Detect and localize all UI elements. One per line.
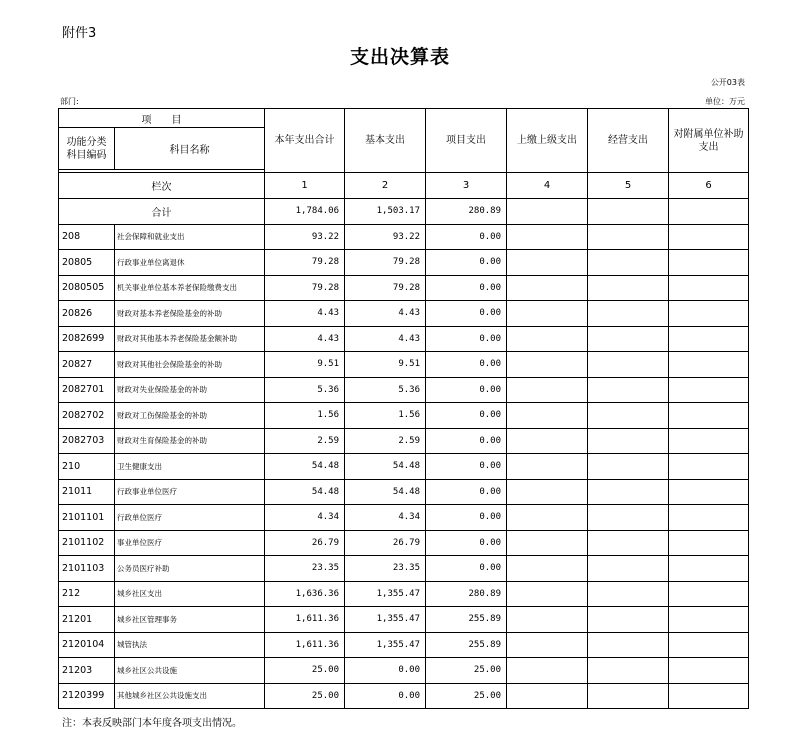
row-name: 卫生健康支出 <box>115 454 265 480</box>
index-cell: 2 <box>345 173 426 199</box>
row-business <box>588 326 669 352</box>
row-subsidy <box>669 530 749 556</box>
row-code: 2082699 <box>59 326 115 352</box>
row-total: 26.79 <box>265 530 345 556</box>
row-project: 25.00 <box>426 658 507 684</box>
row-basic: 1,355.47 <box>345 607 426 633</box>
row-name: 财政对生育保险基金的补助 <box>115 428 265 454</box>
row-subsidy <box>669 556 749 582</box>
page-title: 支出决算表 <box>349 46 450 68</box>
row-subsidy <box>669 250 749 276</box>
form-number: 公开03表 <box>710 78 745 87</box>
index-cell: 5 <box>588 173 669 199</box>
row-name: 行政事业单位医疗 <box>115 479 265 505</box>
attachment-label: 附件3 <box>62 26 97 41</box>
row-basic: 2.59 <box>345 428 426 454</box>
row-total: 54.48 <box>265 454 345 480</box>
row-business <box>588 377 669 403</box>
row-project: 0.00 <box>426 530 507 556</box>
table-row <box>59 683 749 709</box>
row-project: 0.00 <box>426 326 507 352</box>
row-code: 20805 <box>59 250 115 276</box>
row-subsidy <box>669 377 749 403</box>
row-name: 行政事业单位离退休 <box>115 250 265 276</box>
row-upper <box>507 632 588 658</box>
row-upper <box>507 530 588 556</box>
index-row <box>59 173 749 199</box>
row-total: 1,611.36 <box>265 607 345 633</box>
total-basic: 1,503.17 <box>345 199 426 225</box>
row-business <box>588 428 669 454</box>
row-name: 城管执法 <box>115 632 265 658</box>
row-subsidy <box>669 581 749 607</box>
row-upper <box>507 581 588 607</box>
row-project: 0.00 <box>426 352 507 378</box>
row-code: 2080505 <box>59 275 115 301</box>
row-subsidy <box>669 224 749 250</box>
table-row <box>59 428 749 454</box>
row-subsidy <box>669 275 749 301</box>
row-basic: 1,355.47 <box>345 632 426 658</box>
total-row <box>59 199 749 225</box>
row-total: 1,636.36 <box>265 581 345 607</box>
row-subsidy <box>669 607 749 633</box>
row-name: 城乡社区支出 <box>115 581 265 607</box>
row-name: 行政单位医疗 <box>115 505 265 531</box>
row-upper <box>507 275 588 301</box>
row-subsidy <box>669 403 749 429</box>
row-subsidy <box>669 632 749 658</box>
header-basic: 基本支出 <box>345 109 426 173</box>
row-subsidy <box>669 301 749 327</box>
row-basic: 9.51 <box>345 352 426 378</box>
row-basic: 4.43 <box>345 326 426 352</box>
row-upper <box>507 326 588 352</box>
table-row <box>59 224 749 250</box>
row-business <box>588 556 669 582</box>
row-total: 4.43 <box>265 301 345 327</box>
row-project: 0.00 <box>426 505 507 531</box>
row-subsidy <box>669 454 749 480</box>
row-total: 25.00 <box>265 658 345 684</box>
row-name: 财政对失业保险基金的补助 <box>115 377 265 403</box>
row-business <box>588 683 669 709</box>
header-project: 项目支出 <box>426 109 507 173</box>
table-row <box>59 326 749 352</box>
row-total: 1,611.36 <box>265 632 345 658</box>
header-upper: 上缴上级支出 <box>507 109 588 173</box>
row-name: 其他城乡社区公共设施支出 <box>115 683 265 709</box>
row-code: 21201 <box>59 607 115 633</box>
table-row <box>59 454 749 480</box>
row-code: 208 <box>59 224 115 250</box>
row-total: 23.35 <box>265 556 345 582</box>
row-code: 2120104 <box>59 632 115 658</box>
row-basic: 26.79 <box>345 530 426 556</box>
row-business <box>588 607 669 633</box>
row-name: 事业单位医疗 <box>115 530 265 556</box>
table-row <box>59 607 749 633</box>
total-label: 合计 <box>59 199 265 225</box>
row-project: 255.89 <box>426 632 507 658</box>
row-code: 20826 <box>59 301 115 327</box>
row-basic: 4.34 <box>345 505 426 531</box>
row-business <box>588 505 669 531</box>
row-upper <box>507 479 588 505</box>
row-code: 21203 <box>59 658 115 684</box>
row-code: 2120399 <box>59 683 115 709</box>
row-name: 财政对工伤保险基金的补助 <box>115 403 265 429</box>
header-total: 本年支出合计 <box>265 109 345 173</box>
row-business <box>588 632 669 658</box>
row-upper <box>507 224 588 250</box>
row-upper <box>507 352 588 378</box>
row-upper <box>507 607 588 633</box>
row-total: 4.43 <box>265 326 345 352</box>
row-code: 20827 <box>59 352 115 378</box>
table-row <box>59 250 749 276</box>
row-upper <box>507 505 588 531</box>
row-business <box>588 581 669 607</box>
row-basic: 5.36 <box>345 377 426 403</box>
row-business <box>588 403 669 429</box>
row-total: 79.28 <box>265 275 345 301</box>
row-code: 210 <box>59 454 115 480</box>
row-basic: 54.48 <box>345 479 426 505</box>
index-cell: 1 <box>265 173 345 199</box>
row-name: 社会保障和就业支出 <box>115 224 265 250</box>
row-business <box>588 224 669 250</box>
row-basic: 4.43 <box>345 301 426 327</box>
row-upper <box>507 301 588 327</box>
row-basic: 0.00 <box>345 683 426 709</box>
row-basic: 54.48 <box>345 454 426 480</box>
header-item: 项 目 <box>59 109 265 128</box>
row-business <box>588 250 669 276</box>
header-subsidy: 对附属单位补助支出 <box>669 109 749 173</box>
row-subsidy <box>669 683 749 709</box>
row-total: 1.56 <box>265 403 345 429</box>
row-code: 2082702 <box>59 403 115 429</box>
row-business <box>588 530 669 556</box>
row-basic: 79.28 <box>345 275 426 301</box>
table-row <box>59 658 749 684</box>
row-code: 212 <box>59 581 115 607</box>
department-label: 部门: <box>60 97 79 106</box>
row-project: 0.00 <box>426 403 507 429</box>
row-upper <box>507 428 588 454</box>
row-upper <box>507 250 588 276</box>
table-row <box>59 479 749 505</box>
index-cell: 6 <box>669 173 749 199</box>
row-name: 公务员医疗补助 <box>115 556 265 582</box>
unit-label: 单位：万元 <box>705 97 745 106</box>
row-total: 79.28 <box>265 250 345 276</box>
table-row <box>59 556 749 582</box>
row-upper <box>507 556 588 582</box>
table-row <box>59 530 749 556</box>
total-project: 280.89 <box>426 199 507 225</box>
index-cell: 4 <box>507 173 588 199</box>
row-subsidy <box>669 326 749 352</box>
row-code: 2101102 <box>59 530 115 556</box>
row-name: 城乡社区管理事务 <box>115 607 265 633</box>
row-business <box>588 479 669 505</box>
row-basic: 23.35 <box>345 556 426 582</box>
row-project: 0.00 <box>426 301 507 327</box>
row-upper <box>507 403 588 429</box>
row-project: 0.00 <box>426 275 507 301</box>
row-project: 0.00 <box>426 377 507 403</box>
header-business: 经营支出 <box>588 109 669 173</box>
header-func-code: 功能分类 科目编码 <box>59 128 115 170</box>
row-total: 9.51 <box>265 352 345 378</box>
row-upper <box>507 454 588 480</box>
row-code: 21011 <box>59 479 115 505</box>
row-total: 93.22 <box>265 224 345 250</box>
row-basic: 0.00 <box>345 658 426 684</box>
row-name: 财政对其他社会保险基金的补助 <box>115 352 265 378</box>
row-project: 280.89 <box>426 581 507 607</box>
footnote: 注：本表反映部门本年度各项支出情况。 <box>62 718 242 729</box>
row-upper <box>507 658 588 684</box>
header-subject-name: 科目名称 <box>115 128 265 170</box>
header-row-1 <box>59 109 749 128</box>
row-total: 25.00 <box>265 683 345 709</box>
table-row <box>59 632 749 658</box>
row-name: 财政对基本养老保险基金的补助 <box>115 301 265 327</box>
row-project: 0.00 <box>426 556 507 582</box>
row-project: 0.00 <box>426 454 507 480</box>
row-project: 0.00 <box>426 250 507 276</box>
row-subsidy <box>669 505 749 531</box>
row-project: 255.89 <box>426 607 507 633</box>
row-subsidy <box>669 352 749 378</box>
row-business <box>588 301 669 327</box>
table-row <box>59 505 749 531</box>
table-row <box>59 275 749 301</box>
row-project: 25.00 <box>426 683 507 709</box>
row-name: 机关事业单位基本养老保险缴费支出 <box>115 275 265 301</box>
row-upper <box>507 377 588 403</box>
row-name: 城乡社区公共设施 <box>115 658 265 684</box>
row-project: 0.00 <box>426 479 507 505</box>
row-business <box>588 658 669 684</box>
row-subsidy <box>669 428 749 454</box>
table-row <box>59 403 749 429</box>
row-total: 54.48 <box>265 479 345 505</box>
row-total: 5.36 <box>265 377 345 403</box>
row-subsidy <box>669 479 749 505</box>
row-business <box>588 275 669 301</box>
total-amount: 1,784.06 <box>265 199 345 225</box>
row-project: 0.00 <box>426 224 507 250</box>
row-business <box>588 454 669 480</box>
row-subsidy <box>669 658 749 684</box>
row-code: 2101101 <box>59 505 115 531</box>
index-cell: 3 <box>426 173 507 199</box>
table-row <box>59 581 749 607</box>
row-code: 2082703 <box>59 428 115 454</box>
row-basic: 1.56 <box>345 403 426 429</box>
row-basic: 93.22 <box>345 224 426 250</box>
row-name: 财政对其他基本养老保险基金额补助 <box>115 326 265 352</box>
row-business <box>588 352 669 378</box>
row-total: 2.59 <box>265 428 345 454</box>
row-total: 4.34 <box>265 505 345 531</box>
expenditure-table <box>58 108 749 709</box>
row-index-label: 栏次 <box>59 173 265 199</box>
row-project: 0.00 <box>426 428 507 454</box>
table-row <box>59 301 749 327</box>
row-code: 2082701 <box>59 377 115 403</box>
table-row <box>59 352 749 378</box>
row-code: 2101103 <box>59 556 115 582</box>
row-basic: 79.28 <box>345 250 426 276</box>
row-basic: 1,355.47 <box>345 581 426 607</box>
row-upper <box>507 683 588 709</box>
table-row <box>59 377 749 403</box>
